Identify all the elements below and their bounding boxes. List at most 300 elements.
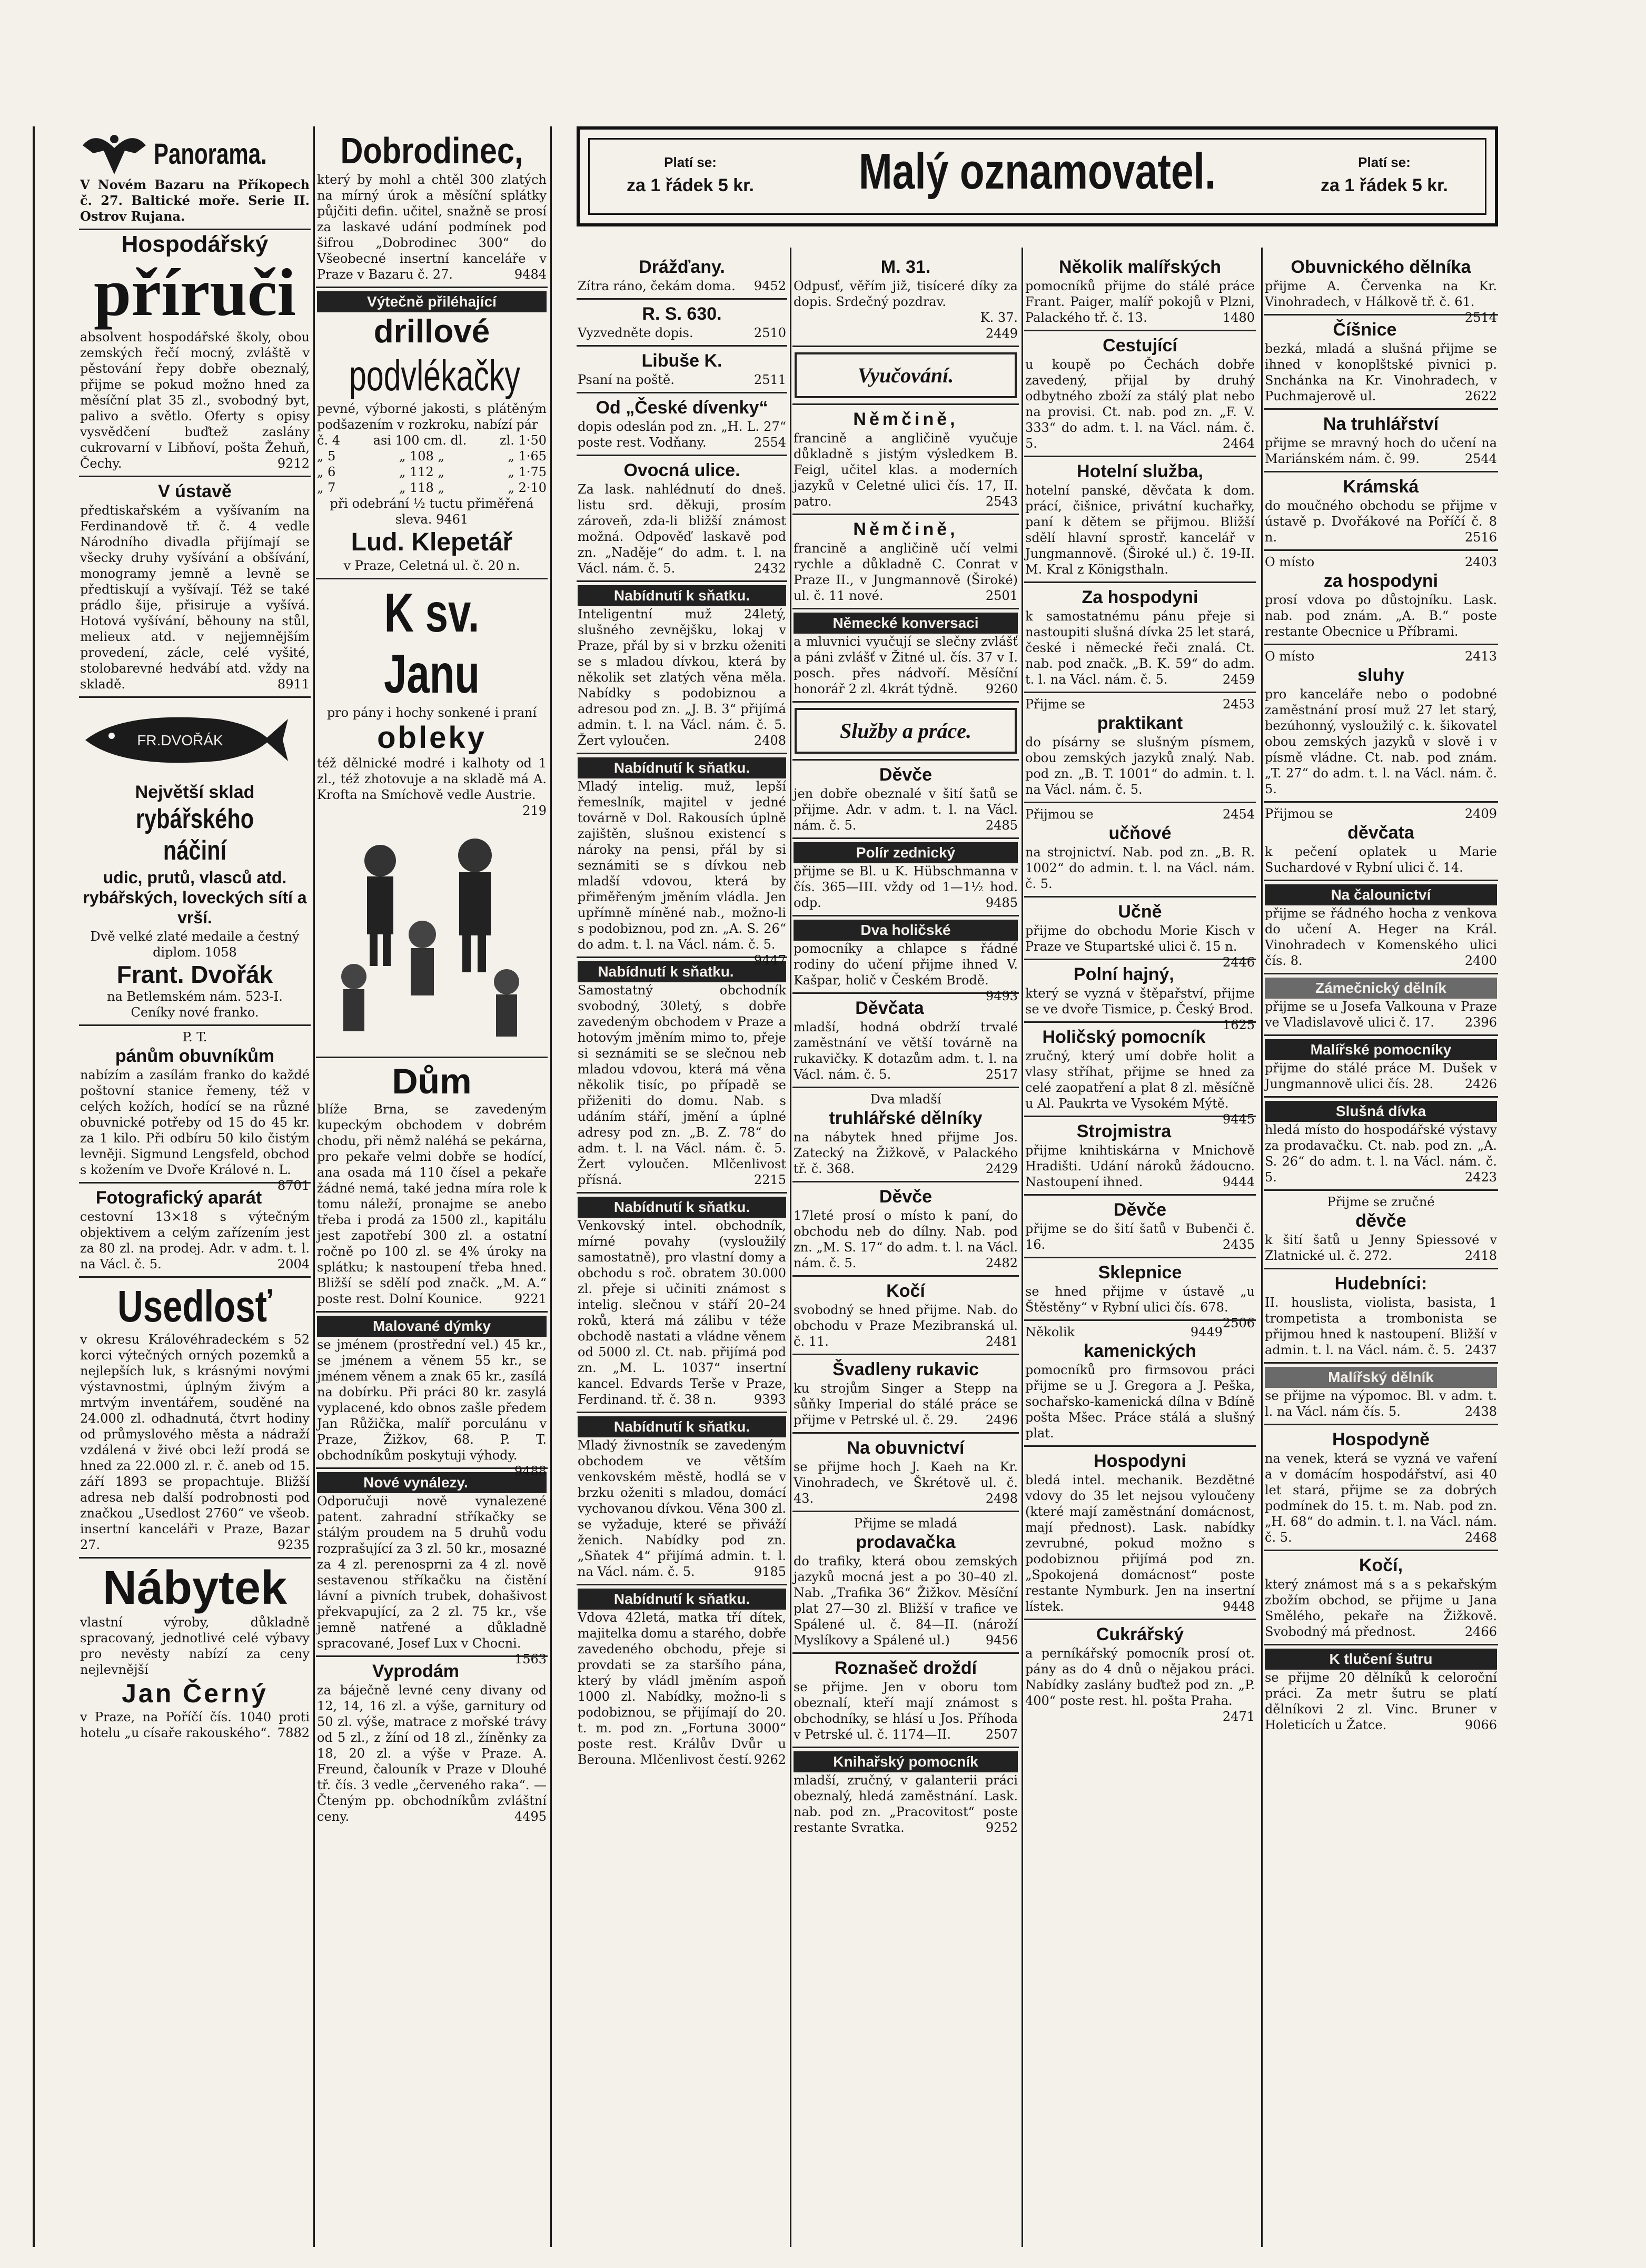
- ad-text: přijme do obchodu Morie Kisch v Praze ve Stupartské ulici č. 15 n. 2446: [1025, 923, 1255, 970]
- ad-number: 1625: [1222, 1018, 1255, 1032]
- ad-personal: [577, 456, 787, 582]
- ad-number: 2409: [1464, 806, 1497, 821]
- ad-job: [1024, 1620, 1256, 1724]
- ad-number: 2413: [1464, 649, 1497, 664]
- ad-number: 2506: [1222, 1316, 1255, 1330]
- ad-job: [1264, 1645, 1498, 1737]
- ad-text: Psaní na poště. 2511: [578, 372, 786, 387]
- ad-job: [1264, 1191, 1498, 1269]
- ad-number: 2449: [985, 326, 1018, 341]
- ad-heading: Děvče: [1113, 1200, 1167, 1220]
- column-3a: [577, 253, 787, 1772]
- ad-text: Vdova 42letá, matka tří dítek, majitelka domu a starého, dobře zavedeného obchodu, přeje si provdati se za staršího pána, který by vládl jměním aspoň 1000 zl. Nabídky, možno-li s podobiznou, se přijímají do 20. t. m. pod zn. „Fortuna 3000“ poste rest. Králův Dvůr u Berouna. Mlčenlivost čestí. 9262: [578, 1610, 786, 1767]
- ad-number: 7882: [277, 1725, 310, 1740]
- page-title: Malý oznamovatel.: [858, 143, 1216, 200]
- ad-heading: Od „České dívenky“: [596, 398, 768, 418]
- ad-text: k pečení oplatek u Marie Suchardové v Rybní ulici č. 14.: [1265, 844, 1497, 875]
- ad-job: [1264, 410, 1498, 472]
- section-box-sluzby: Služby a práce.: [795, 708, 1017, 754]
- ad-text: u koupě po Čechách dobře zavedený, přijal by druhý odbytného zboží za stálý plat nebo na provisi. Ct. nab. pod zn. „F. V. 333“ do adm. t. l. na Václ. nám. č. 5. 2464: [1025, 357, 1255, 451]
- ad-bar-heading: Nabídnutí k sňatku.: [578, 1197, 786, 1218]
- price-row: „ 6 „ 112 „ „ 1·75: [317, 465, 547, 479]
- ad-big-title: podvlékačky: [349, 352, 520, 400]
- ad-heading: Cukrářský: [1096, 1624, 1184, 1644]
- ad-text: pomocníků přijme do stálé práce Frant. Paiger, malíř pokojů v Plzni, Palackého tř. č. 13. 1480: [1025, 279, 1255, 325]
- ad-number: 9493: [985, 989, 1018, 1003]
- ad-bar-heading: Malířský dělník: [1265, 1367, 1497, 1388]
- ad-text: hledá místo do hospodářské výstavy za prodavačku. Ct. nab. pod zn. „A. S. 26“ do adm. t. l. na Václ. nám. č. 5. 2423: [1265, 1122, 1497, 1185]
- ad-number: 2400: [1464, 953, 1497, 968]
- ad-pre: Několik 9449: [1025, 1325, 1223, 1339]
- ad-job: [792, 1654, 1019, 1748]
- ad-text: za báječně levné ceny divany od 12, 14, 16 zl. a výše, garnitury od 50 zl. výše, matrace z mořské trávy od 5 zl., z žíní od 18 zl., žíněnky za 18, 20 zl. a výše v Praze. A. Freund, čalouník v Praze v Dlouhé tř. čís. 3 vedle „červeného raka“. — Čteným pp. obchodníkům zvláštní ceny. 4495: [317, 1683, 547, 1824]
- column-rule: [790, 248, 791, 2247]
- ad-ustav: [79, 477, 311, 698]
- ad-number: 9447: [753, 953, 786, 968]
- ad-heading: Polní hajný,: [1074, 964, 1174, 984]
- ad-number: 219: [522, 803, 547, 818]
- ad-big-title: příruči: [94, 255, 296, 330]
- ad-heading: Ovocná ulice.: [623, 460, 740, 480]
- ad-text: který se vyzná v štěpařství, přijme se ve dvoře Tismice, p. Český Brod. 1625: [1025, 986, 1255, 1032]
- ad-bar-heading: Knihařský pomocník: [794, 1751, 1018, 1772]
- dvorak-address: na Betlemském nám. 523-I.: [107, 989, 283, 1004]
- dvorak-pricelist: Ceníky nové franko.: [131, 1005, 259, 1020]
- ad-text: ku strojům Singer a Stepp na sůňky Imperial do stálé práce se přijme v Petrské ul. č. 29. 2496: [794, 1381, 1018, 1427]
- ad-heading: Němčině,: [853, 519, 958, 539]
- ad-number: 8911: [277, 677, 310, 692]
- ad-bar-heading: Malované dýmky: [317, 1316, 547, 1337]
- ad-text: na strojnictví. Nab. pod zn. „B. R. 1002“ do admin. t. l. na Václ. nám. č. 5.: [1025, 845, 1255, 891]
- ad-job: [1024, 960, 1256, 1032]
- ad-priruci: [79, 230, 311, 477]
- ad-text: přijme se do šití šatů v Bubenči č. 16. 2435: [1025, 1221, 1255, 1252]
- ad-number: 2543: [985, 494, 1018, 509]
- ad-text: přijme se u Josefa Valkouna v Praze ve Vladislavově ulici č. 17. 2396: [1265, 999, 1497, 1030]
- ad-text: přijme A. Červenka na Kr. Vinohradech, v Hálkově tř. č. 61. 2514: [1265, 279, 1497, 325]
- price-value: za 1 řádek 5 kr.: [627, 175, 754, 195]
- ad-text: přijme se Bl. u K. Hübschmanna v čís. 365—III. vždy od 1—1½ hod. odp. 9485: [794, 864, 1018, 910]
- ad-heading: pánům obuvníkům: [115, 1046, 275, 1066]
- ad-number: 9485: [985, 895, 1018, 910]
- ad-bar-heading: Slušná dívka: [1265, 1101, 1497, 1122]
- dvorak-name: Frant. Dvořák: [116, 961, 273, 988]
- ad-vyuka: [792, 609, 1019, 703]
- ad-text: II. houslista, violista, basista, 1 trompetista a trombonista se přijmou hned k nastoupení. Bližší v admin. t. l. na Václ. nám. č. 5. 2437: [1265, 1295, 1497, 1357]
- ad-job: [1264, 472, 1498, 551]
- ad-job: [792, 759, 1019, 839]
- ad-pre: Dva mladší: [870, 1092, 941, 1107]
- ad-bar-heading: Dva holičské: [794, 920, 1018, 941]
- ad-number: 2446: [1222, 955, 1255, 970]
- ad-text: při odebrání ½ tuctu přiměřená sleva. 9461: [330, 496, 534, 527]
- fish-label: FR.DVOŘÁK: [137, 732, 223, 748]
- ad-heading: Hotelní služba,: [1077, 461, 1203, 481]
- ad-job: [1024, 1447, 1256, 1620]
- klepetar-name: Lud. Klepetář: [351, 528, 513, 556]
- column-rule: [1022, 248, 1023, 2247]
- ad-text: Mladý intelig. muž, lepší řemeslník, majitel v jedné továrně v Dol. Rakousích úplně zajištěn, slušnou existencí s nároky na pensi, přál by si seznámiti se s dívkou neb mladší vdovou, která by přiměřeným jměním vládla. Jen upřímně míněné nab., možno-li s podobiznou, pod zn. „A. S. 26“ do adm. t. l. na Václ. nám. č. 5. 9447: [578, 779, 786, 968]
- ad-job: [1024, 1023, 1256, 1127]
- ad-number: 2471: [1222, 1709, 1255, 1724]
- fish-icon: [80, 708, 291, 772]
- ad-text: nabízím a zasílám franko do každé poštovní stanice řemeny, též v celých kožích, hodící se na různé obuvnické potřeby od 15 do 45 kr. za 1 kilo. Při odbíru 50 kilo čistým levněji. Sigmund Lengsfeld, obchod s kožením ve Dvoře Králové n. L. 8701: [80, 1068, 310, 1193]
- ad-rybarske: [79, 698, 311, 1026]
- ad-text: cestovní 13×18 s výtečným objektivem a celým zařízením jest za 80 zl. na prodej. Adr. v adm. t. l. na Václ. č. 5. 2004: [80, 1209, 310, 1271]
- ad-subheading: udic, prutů, vlasců atd. rybářských, loveckých sítí a vrší.: [83, 868, 307, 927]
- ad-number: 9066: [1464, 1718, 1497, 1732]
- ad-text: v Praze, na Poříčí čís. 1040 proti hotelu „u císaře rakouského“. 7882: [80, 1710, 310, 1740]
- ad-text: blíže Brna, se zavedeným kupeckým obchodem v dobrém chodu, při němž naléhá se pekárna, pro pekaře velmi dobře se hodící, ana osada má 110 čísel a pekaře žádné nemá, také jedna míra role k tomu náleží, pronajme se anebo třeba i prodá za 1500 zl., kapitálu jest zapotřebí 300 zl. a ostatní ročně po 100 zl. se 4% úroky na splátku; k nastoupení třeba hned. Bližší se sdělí pod značk. „M. A.“ poste rest. Dolní Kounice. 9221: [317, 1102, 547, 1306]
- ad-nabytek: [79, 1559, 311, 1745]
- ad-heading: Děvčata: [855, 998, 924, 1018]
- ad-pre: Přijmou se 2409: [1265, 806, 1497, 821]
- ad-pre: O místo 2403: [1265, 555, 1497, 569]
- ad-number: 2438: [1464, 1404, 1497, 1419]
- ad-heading: Hudebníci:: [1334, 1274, 1427, 1294]
- ad-job: [792, 1277, 1019, 1355]
- ad-job: [1264, 551, 1498, 645]
- ad-number: 2544: [1464, 451, 1497, 466]
- ad-text: dopis odeslán pod zn. „H. L. 27“ poste rest. Vodňany. 2554: [578, 419, 786, 450]
- ad-job: [1264, 881, 1498, 974]
- ad-job: [1024, 1196, 1256, 1258]
- ad-heading: Vyprodám: [372, 1661, 459, 1681]
- ad-text: Venkovský intel. obchodník, mírné povahy (vysloužilý samostatně), pro vlastní domy a obchodu s roč. obratem 30.000 zl. přeje si učiniti známost s intelig. slečnou v stáří 20–24 roků, která má zálibu v téže obchodě nastati a vládne věnem od 5000 zl. Ct. nab. přijímá pod zn. „M. L. 1037“ insertní kancel. Edvards Terše v Praze, Ferdinand. tř. č. 38 n. 9393: [578, 1218, 786, 1407]
- ad-number: 9448: [1222, 1599, 1255, 1614]
- ad-job: [1024, 1117, 1256, 1196]
- ad-number: 2464: [1222, 436, 1255, 451]
- ad-number: 2468: [1464, 1530, 1497, 1545]
- ad-number: 2554: [753, 435, 786, 450]
- ad-text: předtiskařském a vyšívaním na Ferdinandově tř. č. 4 vedle Národního divadla přijímají se všecky druhy vyšívání a obšívání, monogramy jemně a levně se předtiskují a vyšívají. Též se také prádlo šije, přisiruje a vyšívá. Hotová vyšívání, běhouny na stůl, melieux atd. v nejjemnějším provedení, zácle, celé vyšité, stolobarevné hedvábí atd. vždy na skladě. 8911: [80, 503, 310, 692]
- price-row: „ 7 „ 118 „ „ 2·10: [317, 480, 547, 495]
- ad-bar-heading: Výtečně přiléhající: [317, 291, 547, 312]
- panorama-title: Panorama.: [154, 136, 267, 170]
- panorama-text: V Novém Bazaru na Příkopech č. 27. Baltické moře. Serie II. Ostrov Rujana.: [80, 177, 310, 224]
- ad-number: 9235: [277, 1537, 310, 1552]
- column-rule: [1261, 248, 1263, 2247]
- ad-heading: děvče: [1355, 1211, 1406, 1231]
- ad-snatek: [577, 1194, 787, 1413]
- column-rule: [313, 126, 315, 2247]
- ad-number: 2396: [1464, 1015, 1497, 1030]
- ad-snatek: [577, 1585, 787, 1772]
- ad-heading: Hospodyni: [1094, 1451, 1186, 1471]
- ad-text: Zítra ráno, čekám doma. 9452: [578, 279, 786, 293]
- ad-job: [1024, 693, 1256, 803]
- ad-number: 2516: [1464, 530, 1497, 545]
- ad-heading: Číšnice: [1333, 320, 1397, 340]
- ad-big-title: obleky: [377, 721, 487, 755]
- ad-heading: V ústavě: [158, 481, 232, 501]
- ad-personal: [792, 253, 1019, 347]
- price-note-right: [1305, 151, 1463, 197]
- ad-heading: truhlářské dělníky: [829, 1108, 983, 1128]
- ad-text: francině a angličině učí velmi rychle a důkladně C. Conrat v Praze II., v Jungmannově (Široké) ul. č. 11 nové. 2501: [794, 541, 1018, 603]
- section-box-vyucovani: Vyučování.: [795, 352, 1017, 398]
- ad-text: a mluvnici vyučují se slečny zvlášť a páni zvlášť v Žitné ul. čís. 37 v I. posch. přes nádvoří. Měsíční honorář 2 zl. 4krát týdně. 9260: [794, 634, 1018, 696]
- ad-heading: kamenických: [1084, 1341, 1196, 1361]
- ad-text: mladší, zručný, v galanterii práci obeznalý, hledá zaměstnání. Lask. nab. pod zn. „Pracovitost“ poste restante Svratka. 9252: [794, 1773, 1018, 1835]
- ad-number: 2501: [985, 588, 1018, 603]
- ad-heading: Děvče: [879, 1187, 933, 1207]
- ad-pre: Přijme se mladá: [854, 1516, 957, 1531]
- ad-text: v okresu Královéhradeckém s 52 korci výtečných orných pozemků a nejlepších luk, s krásnými novými výstavnostmi, úplným živým a mrtvým inventářem, souděné na 24.000 zl. odhadnutá, čtvrt hodiny od průmyslového města a nádraží vzdálená v živé obci leží prodá se hned za 22.000 zl. r. č. aneb od 15. září 1893 se propachtuje. Bližší adresa neb další podrobnosti pod značkou „Usedlost 2760“ ve všeob. insertní kanceláři v Praze, Bazar 27. 9235: [80, 1332, 310, 1552]
- ad-number: 2510: [753, 326, 786, 340]
- ad-snatek: [577, 1413, 787, 1585]
- ad-bar-heading: Nabídnutí k sňatku.: [578, 1416, 786, 1437]
- ad-job: [792, 839, 1019, 916]
- ad-heading: Strojmistra: [1076, 1121, 1172, 1141]
- ad-text: se přijme 20 dělníků k celoroční práci. Za metr šutru se platí dělníkovi 2 zl. Vinc. Bruner v Holeticích u Žatce. 9066: [1265, 1670, 1497, 1732]
- ad-text: Samostatný obchodník svobodný, 30letý, s dobře zavedeným obchodem v Praze a hotovým jměním mimo to, přeje si seznámiti se se slečnou neb mladou vdovou, která má věna několik tisíc, po případě se přiženiti do domu. Nab. s udáním stáří, jmění a úplné adresy pod zn. „B. Z. 78“ do adm. t. l. na Václ. nám. č. 5. Žert vyloučen. Mlčenlivost přísná. 2215: [578, 983, 786, 1187]
- price-note-left: [611, 151, 769, 197]
- column-rule: [550, 126, 552, 2247]
- ad-bar-heading: Malířské pomocníky: [1265, 1039, 1497, 1060]
- ad-heading: Fotografický aparát: [95, 1188, 262, 1208]
- ad-heading: sluhy: [1357, 665, 1404, 685]
- ad-big-title: Usedlosť: [117, 1281, 272, 1331]
- ad-heading: Obuvnického dělníka: [1291, 257, 1471, 277]
- ad-number: 4495: [514, 1809, 547, 1824]
- ad-number: 2481: [985, 1334, 1018, 1349]
- ad-text: se přijme. Jen v oboru tom obeznalí, kteří mají známost s obchodníky, se hlásí u Jos. Příhoda v Petrské ul. č. 1174—II. 2507: [794, 1680, 1018, 1742]
- ad-number: 9484: [514, 267, 547, 282]
- ad-vyuka: [792, 515, 1019, 609]
- ad-number: 9449: [1190, 1325, 1223, 1339]
- price-label: Platí se:: [1358, 154, 1411, 170]
- ad-obuvnikum: [79, 1026, 311, 1193]
- ad-personal: [577, 253, 787, 300]
- ad-big-title: K sv. Janu: [383, 583, 480, 705]
- ad-job: [792, 1182, 1019, 1277]
- price-table: [317, 432, 547, 496]
- ad-number: 2507: [985, 1727, 1018, 1742]
- ad-job: [1264, 803, 1498, 881]
- ad-vyprodam: [316, 1657, 548, 1829]
- ad-number: 1563: [514, 1652, 547, 1667]
- ad-signature: K. 37. 2449: [980, 310, 1018, 341]
- ad-text: přijme knihtiskárna v Mnichově Hradišti. Udání nároků žádoucno. Nastoupení ihned. 9444: [1025, 1143, 1255, 1189]
- ad-job: [1264, 1551, 1498, 1645]
- ad-job: [1024, 1258, 1256, 1330]
- ad-podvlekacky: [316, 288, 548, 579]
- ad-text: a perníkářský pomocník prosí ot. pány as do 4 dnů o nějakou práci. Nabídky zaslány buďtež pod zn. „P. 400“ poste rest. hl. pošta Praha. 2471: [1025, 1646, 1255, 1724]
- ad-text: do trafiky, která obou zemských jazyků mocná jest a po 30–40 zl. Nab. „Trafika 36“ Žižkov. Měsíční plat 27—30 zl. Bližší v trafice ve Spálené ul. č. 84—II. (nároží Myslíkovy a Spálené ul.) 9456: [794, 1554, 1018, 1648]
- ad-job: [792, 994, 1019, 1088]
- ad-bar-heading: K tlučení šutru: [1265, 1649, 1497, 1670]
- ad-number: 2418: [1464, 1248, 1497, 1263]
- ad-text: Odpusť, věřím již, tisíceré díky za dopis. Srdečný pozdrav.: [794, 279, 1018, 309]
- ad-text: vlastní výroby, důkladně spracovaný, jednotlivé celé výbavy pro nevěsty nabízí za ceny nejlevnější: [80, 1615, 310, 1677]
- ad-text: se přijme na výpomoc. Bl. v adm. t. l. na Václ. nám čís. 5. 2438: [1265, 1388, 1497, 1419]
- ad-text: pevné, výborné jakosti, s plátěným podšazením v rozkroku, nabízí pár: [317, 401, 547, 432]
- ad-number: 2517: [985, 1067, 1018, 1082]
- ad-heading: M. 31.: [880, 257, 931, 277]
- ad-number: 9444: [1222, 1175, 1255, 1189]
- ad-number: 2459: [1222, 672, 1255, 687]
- ad-number: 1058: [204, 945, 237, 960]
- column-rule: [33, 126, 35, 2247]
- ad-snatek: [577, 754, 787, 968]
- ad-heading: Holičský pomocník: [1042, 1027, 1206, 1047]
- ad-number: 2622: [1464, 389, 1497, 403]
- ad-text: se jménem (prostřední vel.) 45 kr., se jménem a věnem 55 kr., se jménem věnem a znak 65 kr., zasílá na dobírku. Při práci 80 kr. zasylá vyplacené, kdo obnos zašle předem Jan Růžička, malíř porculánu v Praze, Žižkov, 68. P. T. obchodníkům poskytuji výhody. 9488: [317, 1337, 547, 1478]
- ad-personal: [577, 347, 787, 393]
- ad-heading: Roznašeč droždí: [834, 1658, 977, 1678]
- ad-number: 2215: [753, 1172, 786, 1187]
- ad-bar-heading: Nabídnutí k sňatku.: [578, 757, 786, 778]
- column-1: [79, 126, 311, 1745]
- ad-heading: Učně: [1118, 902, 1162, 922]
- ad-panorama: [79, 126, 311, 230]
- ad-vyuka: [792, 403, 1019, 515]
- ad-text: který známost má s a s pekařským zbožím obchod, se přijme u Jana Smělého, pekaře na Žižkově. Svobodný má přednost. 2466: [1265, 1577, 1497, 1639]
- ad-bar-heading: Německé konversaci: [794, 613, 1018, 634]
- ad-heading: učňové: [1108, 823, 1172, 843]
- ad-number: 2426: [1464, 1077, 1497, 1091]
- ad-number: 9262: [753, 1752, 786, 1767]
- ad-number: 9445: [1222, 1112, 1255, 1127]
- column-2: [316, 126, 548, 1829]
- ad-bar-heading: Nabídnutí k sňatku.: [578, 585, 786, 606]
- ad-job: [792, 1512, 1019, 1654]
- ad-text: jen dobře obeznalé v šití šatů se přijme. Adr. v adm. t. l. na Václ. nám. č. 5. 2485: [794, 786, 1018, 833]
- ad-number: 2485: [985, 818, 1018, 833]
- ad-text: k šití šatů u Jenny Spiessové v Zlatnické ul. č. 272. 2418: [1265, 1232, 1497, 1263]
- ad-foto: [79, 1184, 311, 1278]
- ad-heading: Libuše K.: [641, 351, 722, 371]
- ad-text: prosí vdova po důstojníku. Lask. nab. pod znám. „A. B.“ poste restante Obecnice u Příbrami.: [1265, 593, 1497, 639]
- ad-bar-heading: Nabídnutí k sňatku.: [578, 1589, 786, 1610]
- ad-pre: Přijme se zručné: [1327, 1195, 1435, 1209]
- ad-text: na nábytek hned přijme Jos. Zatecký na Žižkově, v Palackého tř. č. 368. 2429: [794, 1130, 1018, 1176]
- ad-heading: Kočí: [886, 1281, 925, 1301]
- ad-number: 2432: [753, 561, 786, 576]
- ad-text: 17leté prosí o místo k paní, do obchodu neb do dílny. Nab. pod zn. „M. S. 17“ do adm. t. l. na Václ. nám. č. 5. 2482: [794, 1208, 1018, 1270]
- ad-job: [792, 1434, 1019, 1512]
- ad-bar-heading: Na čalounictví: [1265, 884, 1497, 905]
- ad-text: na venek, která se vyzná ve vaření a v domácím hospodářství, asi 40 let stará, přijme se za dobrých podmínek do 15. t. m. Nab. pod zn. „H. 68“ do admin. t. l. na Václ. nám. č. 5. 2468: [1265, 1451, 1497, 1545]
- ad-number: 9212: [277, 456, 310, 471]
- ad-number: 9221: [514, 1291, 547, 1306]
- ad-heading: Cestující: [1103, 336, 1177, 356]
- ad-heading: Na obuvnictví: [847, 1438, 965, 1458]
- ad-text: pro kanceláře nebo o podobné zaměstnání prosí muž 27 let starý, bezúhonný, vysloužilý c. k. šikovatel obou zemských jazyků v slově i v písmě vládne. Ct. nab. pod znám. „T. 27“ do adm. t. l. na Václ. nám. č. 5.: [1265, 687, 1497, 796]
- ad-heading: Kočí,: [1359, 1555, 1403, 1575]
- ad-number: 2423: [1464, 1170, 1497, 1185]
- ad-big-title: rybářského náčiní: [135, 804, 254, 866]
- price-row: „ 5 „ 108 „ „ 1·65: [317, 449, 547, 464]
- ad-job: [1264, 253, 1498, 325]
- ad-heading: Několik malířských: [1058, 257, 1222, 277]
- ad-personal: [577, 393, 787, 456]
- ad-number: 2466: [1464, 1624, 1497, 1639]
- ad-job: [1024, 457, 1256, 583]
- ad-number: 9252: [985, 1820, 1018, 1835]
- children-illustration-icon: [317, 824, 543, 1045]
- ad-number: 9461: [436, 512, 469, 527]
- ad-text: se přijme hoch J. Kaeh na Kr. Vinohradech, ve Škrétově ul. č. 43. 2498: [794, 1460, 1018, 1506]
- ad-heading: Němčině,: [853, 409, 958, 429]
- ad-heading: Krámská: [1343, 477, 1419, 497]
- ad-number: 2453: [1222, 697, 1255, 712]
- price-value: za 1 řádek 5 kr.: [1321, 175, 1448, 195]
- ad-heading: R. S. 630.: [642, 304, 722, 324]
- ad-text: Odporučuji nově vynalezené patent. zahradní stříkačky se stálým proudem na 5 druhů vodu rozprašující za 3 zl. 50 kr., mosazné za 4 zl. perenosprni za 4 zl. nově sestavenou stříkačku na čistění lávní a pivních trubek, dohašivost překvapující, za 2 zl. 75 kr., vše jemně natřené a důkladně spracované, Josef Lux v Chocni. 1563: [317, 1494, 547, 1667]
- ad-pre: Přijme se 2453: [1025, 697, 1255, 712]
- ad-text: pomocníky a chlapce s řádné rodiny do učení přijme ihned V. Kašpar, holič v Českém Brodě. 9493: [794, 941, 1018, 1003]
- ad-job: [792, 916, 1019, 1003]
- ad-vynalezy: [316, 1469, 548, 1667]
- ad-heading: Drážďany.: [639, 257, 725, 277]
- ad-pre: Přijmou se 2454: [1025, 807, 1255, 822]
- ad-number: 9393: [753, 1392, 786, 1407]
- ad-number: 2511: [753, 372, 786, 387]
- ad-text: který by mohl a chtěl 300 zlatých na mírný úrok a měsíční splátky půjčiti defin. učitel, snažně se prosí za laskavé udání podmínek pod šifrou „Dobrodinec 300“ do Všeobecné insertní kanceláře v Praze v Bazaru č. 27. 9484: [317, 172, 547, 282]
- ad-text: Mladý živnostník se zavedeným obchodem ve větším venkovském městě, hodlá se v brzku oženiti s mladou, domácí vychovanou dívkou. Věna 300 zl. se vyžaduje, které se přiváží ženich. Nabídky pod zn. „Sňatek 4“ přijímá admin. t. l. na Václ. nám. č. 5. 9185: [578, 1438, 786, 1579]
- ad-text: přijme se mravný hoch do učení na Mariánském nám. č. 99. 2544: [1265, 436, 1497, 466]
- ad-text: bledá intel. mechanik. Bezdětné vdovy do 35 let nejsou vyloučeny (které mají zaměstnání domácnost, mají přednost). Lask. nabídky zevrubné, pokud možno s podobiznou přijímá pod zn. „Spokojená domácnost“ poste restante Nymburk. Jen na insertní lístek. 9448: [1025, 1473, 1255, 1614]
- ad-text: se hned přijme v ústavě „u Štěstěny“ v Rybní ulici čís. 678. 2506: [1025, 1284, 1255, 1330]
- ad-heading: Švadleny rukavic: [832, 1359, 979, 1379]
- ad-heading: Hospodyně: [1332, 1429, 1430, 1449]
- ad-heading: Děvče: [879, 765, 933, 785]
- ad-number: 2454: [1222, 807, 1255, 822]
- ad-job: [1024, 1321, 1256, 1447]
- ad-text: Za lask. nahlédnutí do dneš. listu srd. děkuji, prosím zároveň, zda-li bližší známost možná. Odpověď laskavě pod zn. „Naděje“ do adm. t. l. na Václ. nám. č. 5. 2432: [578, 482, 786, 576]
- ad-dobrodinec: [316, 126, 548, 288]
- klepetar-address: v Praze, Celetná ul. č. 20 n.: [343, 558, 520, 573]
- ad-job: [1264, 1036, 1498, 1098]
- ad-job: [792, 1748, 1019, 1840]
- ad-job: [1024, 803, 1256, 898]
- ad-number: 2496: [985, 1413, 1018, 1427]
- ad-job: [1024, 583, 1256, 693]
- ad-heading: praktikant: [1097, 713, 1183, 733]
- ad-job: [1264, 1269, 1498, 1364]
- ad-job: [1024, 331, 1256, 457]
- ad-text: do písárny se slušným písmem, obou zemských jazyků znalý. Nab. pod zn. „B. T. 1001“ do admin. t. l. na Václ. nám. č. 5.: [1025, 735, 1255, 797]
- ad-usedlost: [79, 1278, 311, 1559]
- column-4: [1024, 253, 1256, 1724]
- ad-heading: prodavačka: [856, 1532, 956, 1552]
- ad-text: Inteligentní muž 24letý, slušného zevnějšku, lokaj v Praze, přál by si v brzku oženiti se s mladou dívkou, která by několik set zlatých věna měla. Nabídky s podobiznou a adresou pod zn. „J. B. 3“ přijímá admin. t. l. na Václ. nám. č. 5. Žert vyloučen. 2408: [578, 607, 786, 748]
- column-3b: [792, 253, 1019, 1840]
- ad-pre: O místo 2413: [1265, 649, 1497, 664]
- ad-number: 9488: [514, 1464, 547, 1478]
- ad-big-title: Dům: [392, 1061, 472, 1101]
- ad-dymky: [316, 1313, 548, 1478]
- eagle-logo-icon: [80, 130, 148, 177]
- ad-number: 2435: [1222, 1237, 1255, 1252]
- ad-number: 9456: [985, 1633, 1018, 1648]
- ad-number: 2004: [277, 1257, 310, 1271]
- ad-text: absolvent hospodářské školy, obou zemských řečí mocný, zvláště v pěstování řepy dobře obeznalý, přijme se pokud možno hned za měsíční plat 35 zl., svobodný byt, palivo a světlo. Oferty s opisy vysvědčení buďtež zaslány cukrovarní v Libňoví, pošta Žehuň, Čechy. 9212: [80, 330, 310, 471]
- ad-number: 9452: [753, 279, 786, 293]
- ad-number: 1480: [1222, 310, 1255, 325]
- ad-job: [1264, 315, 1498, 410]
- ad-bar-heading: Zámečnický dělník: [1265, 978, 1497, 999]
- ad-big-title: drillové: [373, 313, 490, 350]
- ad-job: [792, 1088, 1019, 1182]
- ad-bar-heading: Nové vynálezy.: [317, 1472, 547, 1493]
- ad-heading: Největší sklad: [135, 782, 255, 802]
- ad-job: [1264, 1098, 1498, 1191]
- ad-bar-heading: Polír zednický: [794, 842, 1018, 863]
- ad-job: [1264, 974, 1498, 1036]
